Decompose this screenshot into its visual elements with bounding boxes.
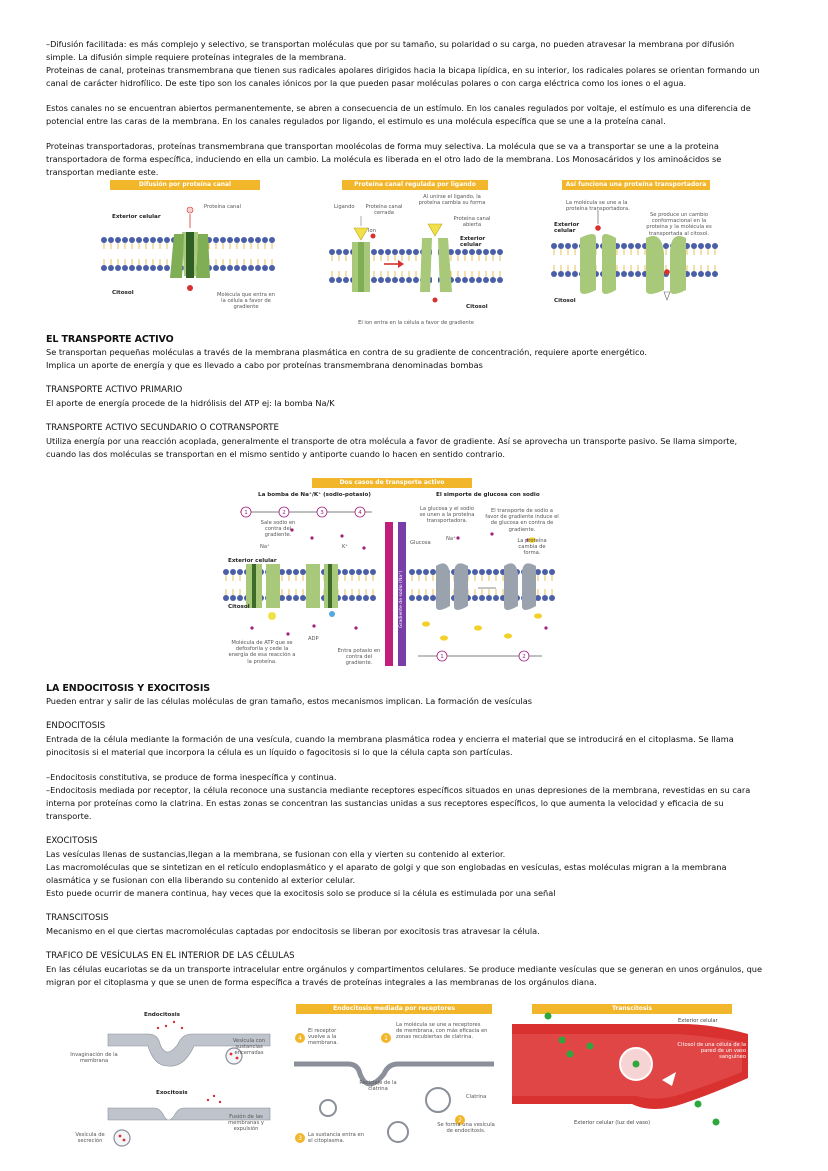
step-number: 1 [244,510,248,516]
cytosol-label: Citosol [466,304,488,310]
exocytosis-p1: Las vesículas llenas de sustancias,llegan a la membrana, se fusionan con ella y vierten su contenido al exterior. [46,849,506,859]
step-number: 2 [458,1117,462,1124]
molecule-binds-label: La molécula se une a receptores de membrana, con más eficacia en zonas recubiertas de clatrina. [396,1022,488,1041]
pump-title: La bomba de Na⁺/K⁺ (sodio-potasio) [258,492,371,498]
carrier-proteins-paragraph: Proteinas transportadoras, proteínas transmembrana que transportan moolécolas de forma muy selectiva. La molécula que se va a transportar se une a la proteina transportadora de forma específica, induciendo en ella un cambio. La molécula es liberada en el otro lado de la membrana. Los Monosacáridos y los aminoácidos se transportan mediante este. [46,141,722,177]
outside-label: Exterior celular [554,222,580,235]
outside-bottom-label: Exterior celular (luz del vaso) [574,1120,651,1126]
glucose-bind-label: La glucosa y el sodio se unen a la proteína transportadora. [419,506,475,525]
traffic-text: En las células eucariotas se da un transporte intracelular entre orgánulos y compartimentos celulares. Se produce mediante vesículas que se generan en unos orgánulos, que migran por el citoplasma y que se unen de forma específica a través de proteínas integrales a las membranas de los orgánulos diana. [46,964,763,987]
clathrin-label: Clatrina [466,1094,487,1100]
endocytosis-title: Endocitosis [144,1012,180,1018]
receptor-returns-label: El receptor vuelve a la membrana. [308,1028,339,1047]
transcytosis-figure [512,1004,750,1132]
step-number: 3 [298,1135,302,1142]
channel-diffusion-figure [100,180,280,320]
fusion-label: Fusión de las membranas y expulsión [228,1114,264,1133]
step-number: 3 [320,510,324,516]
closed-channel-label: Proteína canal cerrada [365,204,403,217]
step-number: 1 [440,654,444,660]
vesicle-with-label: Vesícula con sustancias encerradas [232,1038,266,1057]
transcytosis-heading: TRANSCITOSIS [46,913,109,923]
potassium-in-label: Entra potasio en contra del gradiente. [337,648,381,667]
outside-label: Exterior celular [112,214,161,220]
sodium-out-label: Sale sodio en contra del gradiente. [260,520,296,539]
channel-gating-paragraph: Estos canales no se encuentran abiertos permanentemente, se abren a consecuencia de un estímulo. En los canales regulados por voltaje, el estímulo es una diferencia de potencial entre las caras de la membrana. En los canales regulados por ligando, el estimulo es una molécula específica que se une a la proteína canal. [46,103,751,126]
sodium-gradient-label [399,602,405,628]
endo-exocytosis-figure [58,1008,276,1156]
blood-cell-label: Citosol de una célula de la pared de un vaso sanguíneo [677,1042,746,1061]
vesicle-forms-label: Se forma una vesícula de endocitosis. [437,1122,495,1135]
channel-protein-label: Proteína canal [204,204,241,210]
constitutive-endocytosis: –Endocitosis constitutiva, se produce de forma inespecífica y continua. [46,772,337,782]
active-transport-section [46,333,766,461]
symport-title: El simporte de glucosa con sodio [436,492,540,498]
secondary-heading: TRANSPORTE ACTIVO SECUNDARIO O COTRANSPORTE [46,423,279,433]
ion-enters-caption: El ion entra en la célula a favor de gradiente [358,320,474,326]
molecule-binds-label: La molécula se une a la proteína transportadora. [566,200,630,213]
primary-heading: TRANSPORTE ACTIVO PRIMARIO [46,385,183,395]
ion-label: Ion [368,228,376,234]
exocytosis-title: Exocitosis [156,1090,188,1096]
outside-label: Exterior celular [228,558,277,564]
channel-proteins-paragraph: Proteinas de canal, proteinas transmembrana que tienen sus radicales apolares dirigidos hacia la bicapa lipídica, en su interior, los radicales polares se orientan formando un canal de carácter hidrofílico. De este tipo son los canales iónicos por la que pueden pasar moléculas polares o con carga eléctrica como los iones o el agua. [46,65,760,88]
na-label: Na⁺ [260,544,270,550]
receptor-endocytosis-figure [288,1004,500,1156]
endo-exo-heading: LA ENDOCITOSIS Y EXOCITOSIS [46,683,211,694]
protein-changes-label: La proteína cambia de forma. [517,538,547,557]
endocytosis-heading: ENDOCITOSIS [46,721,106,731]
figure-title: Así funciona una proteína transportadora [562,180,710,190]
step-number: 2 [282,510,286,516]
receptor-endocytosis: –Endocitosis mediada por receptor, la célula reconoce una sustancia mediante receptores específicos situados en unas depresiones de la membrana, revestidas en su cara interna por proteínas como la clatrina. En estas zonas se concentran las sustancias unidas a sus receptores específicos, lo que aumenta la velocidad y eficacia de su transporte. [46,785,751,821]
exocytosis-heading: EXOCITOSIS [46,836,98,846]
secondary-text: Utiliza energía por una reacción acoplada, generalmente el transporte de otra molécula a favor de gradiente. Así se aprovecha un transporte pasivo. Se llama simporte, cuando las dos moléculas se transportan en el mismo sentido y antiporte cuando lo hacen en sentido contrario. [46,436,738,459]
binding-label: Al unirse el ligando, la proteína cambia su forma [418,194,486,207]
exocytosis-p3: Esto puede ocurrir de manera continua, hay veces que la exocitosis solo se produce si la célula es estimulada por una señal [46,888,556,898]
figure-title: Dos casos de transporte activo [312,478,472,488]
glucose-label: Glucosa [410,540,431,546]
exocytosis-p2: Las macromoléculas que se sintetizan en el retículo endoplasmático y el aparato de golgi y que son englobadas en vesículas, estas moléculas migran a la membrana olasmática y se fusionan con ella liberando su contenido al exterior celular. [46,862,727,885]
active-transport-figure [222,478,562,674]
ligand-gated-channel-figure [328,180,504,330]
endo-exo-section [46,682,766,989]
facilitated-diffusion-paragraph: –Difusión facilitada: es más complejo y selectivo, se transportan moléculas que por su tamaño, su polaridad o su carga, no pueden atravesar la membrana por difusión simple. La difusión simple requiere proteínas integrales de la membrana. [46,39,735,62]
figure-title: Difusión por proteína canal [110,180,260,190]
secretion-vesicle-label: Vesícula de secreción [75,1132,105,1145]
molecule-label: Molécula que entra en la célula a favor de gradiente [216,292,276,311]
k-label: K⁺ [342,544,349,550]
ligand-label: Ligando [334,204,355,210]
step-number: 1 [384,1035,388,1042]
endocytosis-text: Entrada de la célula mediante la formación de una vesícula, cuando la membrana plasmática rodea y encierra el material que se introducirá en el citoplasma. Se llama pinocitosis si el material que incorpora la célula es un líquido o fagocitosis si lo que la célula capta son partículas. [46,734,734,757]
adp-label: ADP [308,636,319,642]
recycle-label: Reciclaje de la clatrina [359,1080,397,1093]
step-number: 2 [522,654,526,660]
conformational-change-label: Se produce un cambio conformacional en la proteína y la molécula es transportada al citosol. [646,212,712,237]
open-channel-label: Proteína canal abierta [453,216,491,229]
endo-exo-intro: Pueden entrar y salir de las células moléculas de gran tamaño, estos mecanismos implican. La formación de vesículas [46,696,533,706]
active-transport-p2: Implica un aporte de energía y que es llevado a cabo por proteínas transmembrana denominadas bombas [46,360,483,370]
na-right-label: Na⁺ [446,536,456,542]
potassium-gradient-label: Gradiente de potasio (K⁺) [376,569,381,628]
transcytosis-text: Mecanismo en el que ciertas macromoléculas captadas por endocitosis se liberan por exocitosis tras atravesar la célula. [46,926,540,936]
cytosol-label: Citosol [554,298,576,304]
atp-label: Molécula de ATP que se defosforila y cede la energía de esa reacción a la proteína. [228,640,296,665]
intro-section [46,38,766,179]
cytosol-label: Citosol [112,290,134,296]
figure-title: Endocitosis mediada por receptores [296,1004,492,1014]
sodium-transport-label: El transporte de sodio a favor de gradiente induce el de glucosa en contra de gradiente. [485,508,559,533]
primary-text: El aporte de energía procede de la hidrólisis del ATP ej: la bomba Na/K [46,398,335,408]
active-transport-heading: EL TRANSPORTE ACTIVO [46,334,174,345]
carrier-protein-figure [550,180,722,320]
figure-title: Transcitosis [532,1004,732,1014]
step-number: 4 [298,1035,302,1042]
step-number: 4 [358,510,362,516]
figure-title: Proteína canal regulada por ligando [342,180,488,190]
invagination-label: Invaginación de la membrana [70,1052,118,1065]
outside-label: Exterior celular [460,236,486,249]
traffic-heading: TRAFICO DE VESÍCULAS EN EL INTERIOR DE LAS CÉLULAS [46,951,295,961]
active-transport-p1: Se transportan pequeñas moléculas a través de la membrana plasmática en contra de su gradiente de concentración, requiere aporte energético. [46,347,647,357]
substance-enters-label: La sustancia entra en el citoplasma. [308,1132,364,1145]
cytosol-label: Citosol [228,604,250,610]
outside-top-label: Exterior celular [678,1018,718,1024]
